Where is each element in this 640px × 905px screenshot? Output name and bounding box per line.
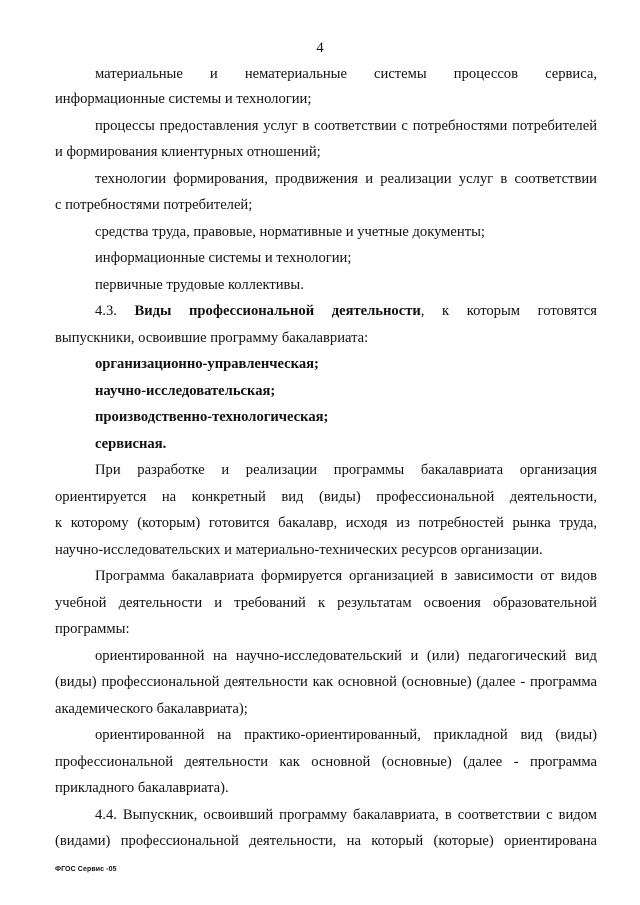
paragraph-line: научно-исследовательских и материально-технических ресурсов организации. bbox=[55, 542, 543, 558]
paragraph-line: Программа бакалавриата формируется организацией в зависимости от видов bbox=[95, 568, 597, 584]
list-item-continuation: информационные системы и технологии; bbox=[55, 91, 312, 107]
paragraph-line: профессиональной деятельности как основной (основные) (далее - программа bbox=[55, 754, 597, 770]
activity-type-item: научно-исследовательская; bbox=[95, 383, 276, 399]
list-item: первичные трудовые коллективы. bbox=[95, 277, 304, 293]
activity-type-item: сервисная. bbox=[95, 436, 167, 452]
paragraph-line: программы: bbox=[55, 621, 130, 637]
paragraph-line: ориентированной на научно-исследовательский и (или) педагогический вид bbox=[95, 648, 597, 664]
section-4-4-line: 4.4. Выпускник, освоивший программу бакалавриата, в соответствии с видом bbox=[95, 807, 597, 823]
paragraph-line: ориентированной на практико-ориентированный, прикладной вид (виды) bbox=[95, 727, 597, 743]
paragraph-line: академического бакалавриата); bbox=[55, 701, 248, 717]
paragraph-line: учебной деятельности и требований к результатам освоения образовательной bbox=[55, 595, 597, 611]
list-item: информационные системы и технологии; bbox=[95, 250, 352, 266]
paragraph-line: При разработке и реализации программы бакалавриата организация bbox=[95, 462, 597, 478]
list-item-continuation: с потребностями потребителей; bbox=[55, 197, 253, 213]
list-item: процессы предоставления услуг в соответствии с потребностями потребителей bbox=[95, 118, 597, 134]
section-title: Виды профессиональной деятельности bbox=[134, 303, 421, 319]
section-4-3-continuation: выпускники, освоившие программу бакалавриата: bbox=[55, 330, 369, 346]
paragraph-line: прикладного бакалавриата). bbox=[55, 780, 229, 796]
activity-type-item: производственно-технологическая; bbox=[95, 409, 329, 425]
footer-label: ФГОС Сервис -05 bbox=[55, 866, 117, 873]
paragraph-line: к которому (которым) готовится бакалавр, исходя из потребностей рынка труда, bbox=[55, 515, 597, 531]
page-number: 4 bbox=[316, 40, 324, 56]
list-item: средства труда, правовые, нормативные и учетные документы; bbox=[95, 224, 485, 240]
list-item: технологии формирования, продвижения и реализации услуг в соответствии bbox=[95, 171, 597, 187]
section-4-3-heading-line bbox=[95, 303, 597, 320]
paragraph-line: ориентируется на конкретный вид (виды) профессиональной деятельности, bbox=[55, 489, 597, 505]
section-number: 4.3. bbox=[95, 303, 117, 319]
paragraph-line: (виды) профессиональной деятельности как основной (основные) (далее - программа bbox=[55, 674, 597, 690]
activity-type-item: организационно-управленческая; bbox=[95, 356, 319, 372]
section-4-4-line: (видами) профессиональной деятельности, на который (которые) ориентирована bbox=[55, 833, 597, 849]
list-item: материальные и нематериальные системы процессов сервиса, bbox=[95, 66, 597, 82]
list-item-continuation: и формирования клиентурных отношений; bbox=[55, 144, 321, 160]
section-heading-rest: , к которым готовятся bbox=[420, 303, 597, 319]
